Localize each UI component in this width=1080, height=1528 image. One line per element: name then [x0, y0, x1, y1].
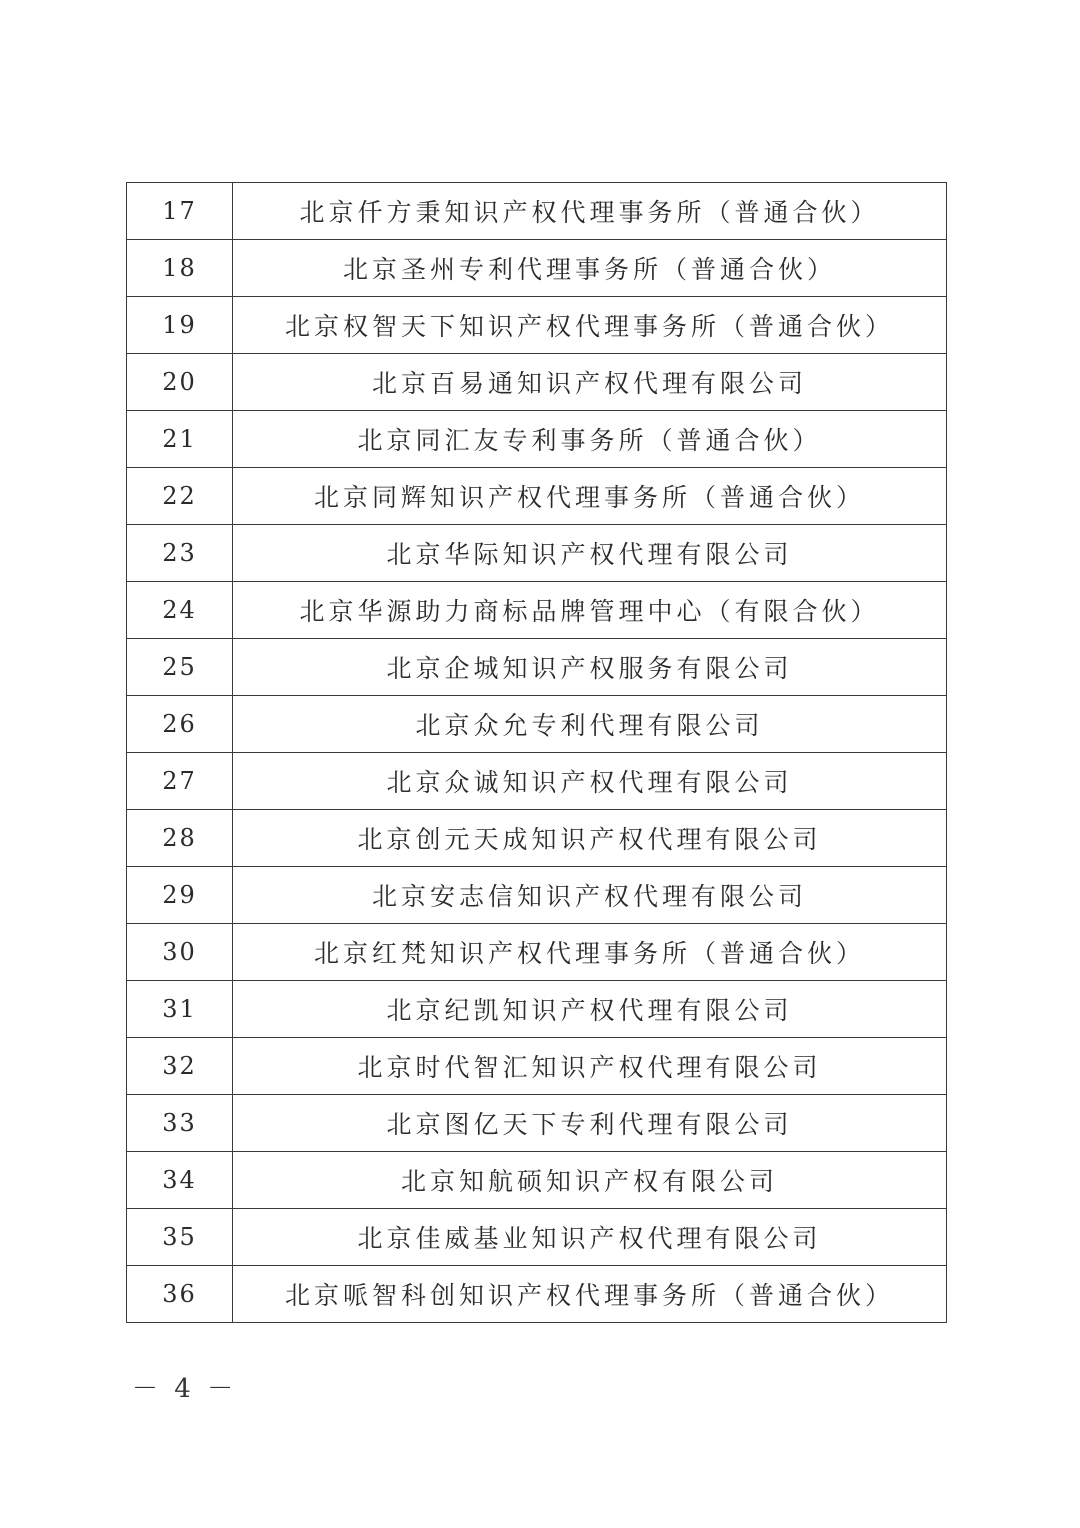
table-row	[127, 525, 947, 582]
agency-name: 北京时代智汇知识产权代理有限公司	[233, 1038, 947, 1095]
table-row	[127, 1266, 947, 1323]
row-number: 31	[127, 981, 233, 1038]
row-number: 26	[127, 696, 233, 753]
row-number: 22	[127, 468, 233, 525]
row-number: 24	[127, 582, 233, 639]
agency-name: 北京华源助力商标品牌管理中心（有限合伙）	[233, 582, 947, 639]
agency-name: 北京仟方秉知识产权代理事务所（普通合伙）	[233, 183, 947, 240]
agency-name: 北京华际知识产权代理有限公司	[233, 525, 947, 582]
agency-name: 北京权智天下知识产权代理事务所（普通合伙）	[233, 297, 947, 354]
table-row	[127, 639, 947, 696]
row-number: 20	[127, 354, 233, 411]
table-row	[127, 468, 947, 525]
row-number: 25	[127, 639, 233, 696]
agency-name: 北京图亿天下专利代理有限公司	[233, 1095, 947, 1152]
row-number: 17	[127, 183, 233, 240]
agency-name: 北京百易通知识产权代理有限公司	[233, 354, 947, 411]
row-number: 35	[127, 1209, 233, 1266]
agency-name: 北京企城知识产权服务有限公司	[233, 639, 947, 696]
page-number: － 4 －	[132, 1374, 238, 1404]
table-row	[127, 1095, 947, 1152]
table-row	[127, 582, 947, 639]
row-number: 30	[127, 924, 233, 981]
row-number: 29	[127, 867, 233, 924]
table-row	[127, 810, 947, 867]
agency-name: 北京同汇友专利事务所（普通合伙）	[233, 411, 947, 468]
row-number: 33	[127, 1095, 233, 1152]
table-row	[127, 753, 947, 810]
row-number: 18	[127, 240, 233, 297]
agency-name: 北京知航硕知识产权有限公司	[233, 1152, 947, 1209]
table-row	[127, 867, 947, 924]
row-number: 36	[127, 1266, 233, 1323]
agency-name: 北京创元天成知识产权代理有限公司	[233, 810, 947, 867]
row-number: 23	[127, 525, 233, 582]
table-row	[127, 924, 947, 981]
row-number: 27	[127, 753, 233, 810]
row-number: 28	[127, 810, 233, 867]
agency-name: 北京同辉知识产权代理事务所（普通合伙）	[233, 468, 947, 525]
table-row	[127, 183, 947, 240]
table-row	[127, 354, 947, 411]
agency-name: 北京哌智科创知识产权代理事务所（普通合伙）	[233, 1266, 947, 1323]
table-row	[127, 411, 947, 468]
row-number: 32	[127, 1038, 233, 1095]
table-row	[127, 240, 947, 297]
row-number: 21	[127, 411, 233, 468]
agency-list-table	[126, 182, 947, 1323]
agency-name: 北京安志信知识产权代理有限公司	[233, 867, 947, 924]
table-row	[127, 696, 947, 753]
table-row	[127, 1209, 947, 1266]
table-row	[127, 981, 947, 1038]
agency-name: 北京红梵知识产权代理事务所（普通合伙）	[233, 924, 947, 981]
agency-list-body	[127, 183, 947, 1323]
row-number: 34	[127, 1152, 233, 1209]
row-number: 19	[127, 297, 233, 354]
agency-name: 北京纪凯知识产权代理有限公司	[233, 981, 947, 1038]
agency-name: 北京圣州专利代理事务所（普通合伙）	[233, 240, 947, 297]
agency-name: 北京众诚知识产权代理有限公司	[233, 753, 947, 810]
agency-name: 北京众允专利代理有限公司	[233, 696, 947, 753]
table-row	[127, 1152, 947, 1209]
table-row	[127, 1038, 947, 1095]
agency-name: 北京佳威基业知识产权代理有限公司	[233, 1209, 947, 1266]
table-row	[127, 297, 947, 354]
